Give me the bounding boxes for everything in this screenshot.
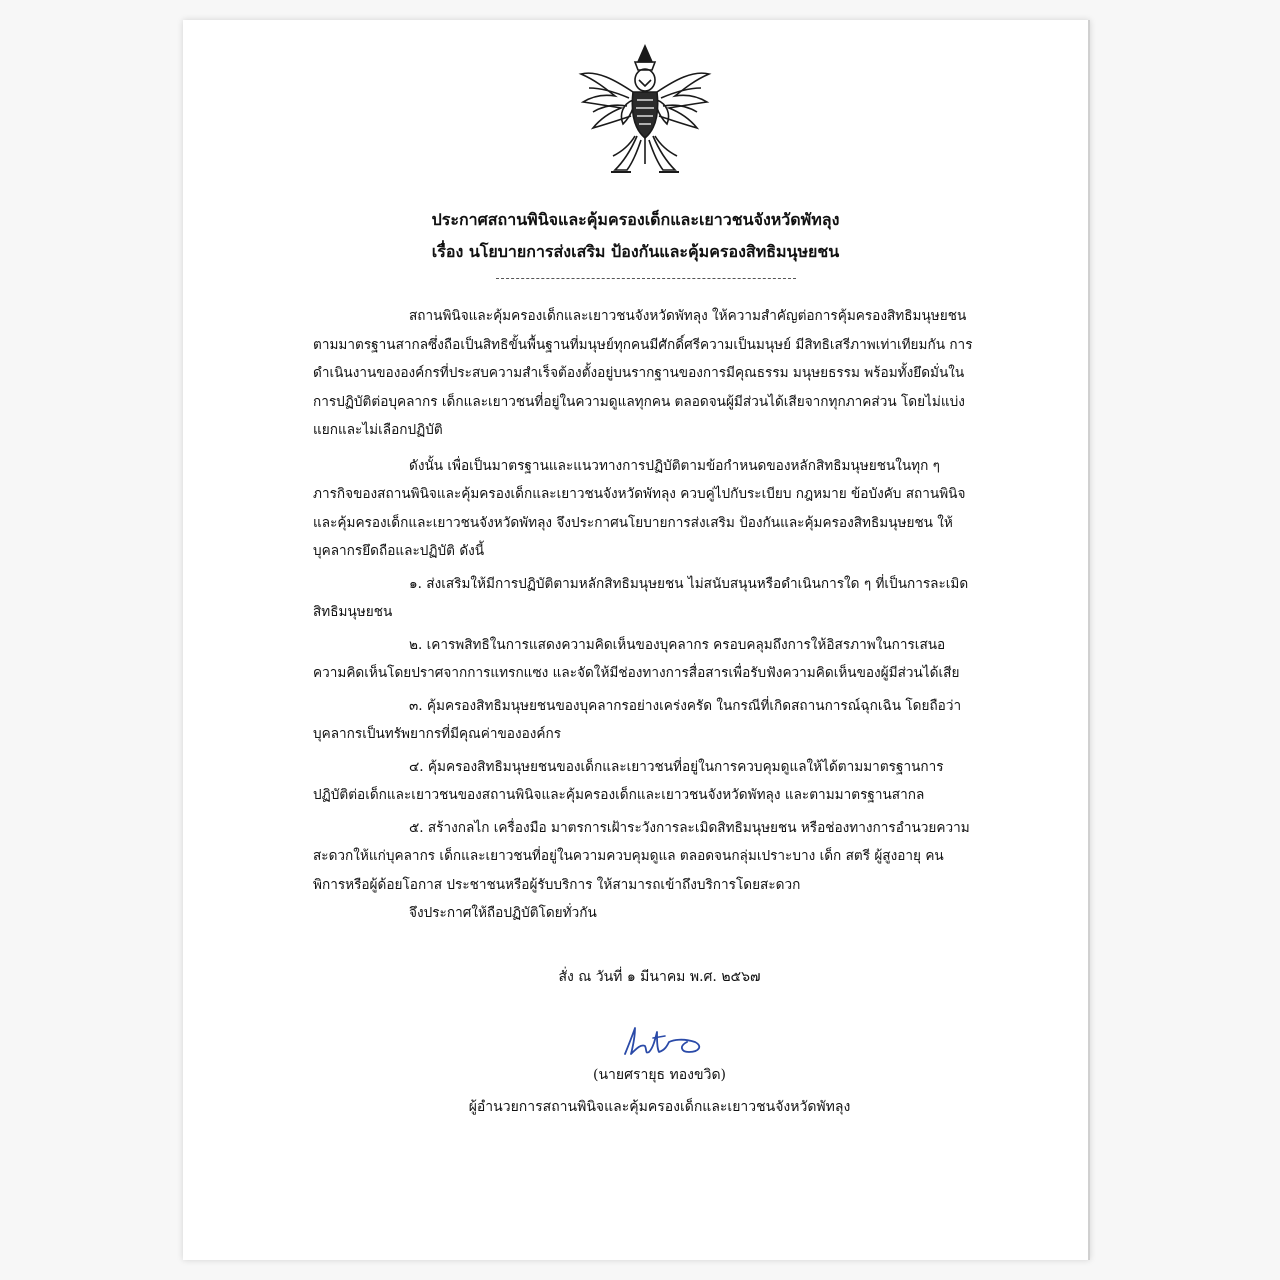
title-divider — [496, 278, 796, 279]
signer-position: ผู้อำนวยการสถานพินิจและคุ้มครองเด็กและเยาวชนจังหวัดพัทลุง — [468, 1099, 851, 1115]
document-body — [313, 302, 975, 928]
policy-item-4: ๔. คุ้มครองสิทธิมนุษยชนของเด็กและเยาวชนที่อยู่ในการควบคุมดูแลให้ได้ตามมาตรฐานการปฏิบัติต่อเด็กและเยาวชนของสถานพินิจและคุ้มครองเด็กและเยาวชนจังหวัดพัทลุง และตามมาตรฐานสากล — [313, 758, 944, 803]
policy-item-3: ๓. คุ้มครองสิทธิมนุษยชนของบุคลากรอย่างเคร่งครัด ในกรณีที่เกิดสถานการณ์ฉุกเฉิน โดยถือว่าบุคลากรเป็นทรัพยากรที่มีคุณค่าขององค์กร — [313, 697, 962, 742]
signer-name: (นายศรายุธ ทองขวิด) — [592, 1067, 727, 1083]
policy-item-2: ๒. เคารพสิทธิในการแสดงความคิดเห็นของบุคลากร ครอบคลุมถึงการให้อิสรภาพในการเสนอความคิดเห็นโดยปราศจากการแทรกแซง และจัดให้มีช่องทางการสื่อสารเพื่อรับฟังความคิดเห็นของผู้มีส่วนได้เสีย — [313, 636, 960, 681]
announcement-subject: เรื่อง นโยบายการส่งเสริม ป้องกันและคุ้มครองสิทธิมนุษยชน — [431, 242, 840, 261]
closing-statement: จึงประกาศให้ถือปฏิบัติโดยทั่วกัน — [409, 905, 597, 921]
document-page — [183, 20, 1090, 1260]
garuda-emblem-icon — [575, 40, 715, 180]
policy-item-1: ๑. ส่งเสริมให้มีการปฏิบัติตามหลักสิทธิมนุษยชน ไม่สนับสนุนหรือดำเนินการใด ๆ ที่เป็นการละเมิดสิทธิมนุษยชน — [313, 575, 969, 620]
policy-paragraph: ดังนั้น เพื่อเป็นมาตรฐานและแนวทางการปฏิบัติตามข้อกำหนดของหลักสิทธิมนุษยชนในทุก ๆ ภารกิจของสถานพินิจและคุ้มครองเด็กและเยาวชนจังหวัดพัทลุง ควบคู่ไปกับระเบียบ กฎหมาย ข้อบังคับ สถานพินิจและคุ้มครองเด็กและเยาวชนจังหวัดพัทลุง จึงประกาศนโยบายการส่งเสริม ป้องกันและคุ้มครองสิทธิมนุษยชน ให้บุคลากรยึดถือและปฏิบัติ ดังนี้ — [313, 457, 966, 559]
policy-item-5: ๕. สร้างกลไก เครื่องมือ มาตรการเฝ้าระวังการละเมิดสิทธิมนุษยชน หรือช่องทางการอำนวยความสะดวกให้แก่บุคลากร เด็กและเยาวชนที่อยู่ในความควบคุมดูแล ตลอดจนกลุ่มเปราะบาง เด็ก สตรี ผู้สูงอายุ คนพิการหรือผู้ด้อยโอกาส ประชาชนหรือผู้รับบริการ ให้สามารถเข้าถึงบริการโดยสะดวก — [313, 819, 970, 893]
intro-paragraph: สถานพินิจและคุ้มครองเด็กและเยาวชนจังหวัดพัทลุง ให้ความสำคัญต่อการคุ้มครองสิทธิมนุษยชนตามมาตรฐานสากลซึ่งถือเป็นสิทธิขั้นพื้นฐานที่มนุษย์ทุกคนมีศักดิ์ศรีความเป็นมนุษย์ มีสิทธิเสรีภาพเท่าเทียมกัน การดำเนินงานขององค์กรที่ประสบความสำเร็จต้องตั้งอยู่บนรากฐานของการมีคุณธรรม มนุษยธรรม พร้อมทั้งยึดมั่นในการปฏิบัติต่อบุคลากร เด็กและเยาวชนที่อยู่ในความดูแลทุกคน ตลอดจนผู้มีส่วนได้เสียจากทุกภาคส่วน โดยไม่แบ่งแยกและไม่เลือกปฏิบัติ — [313, 308, 973, 438]
announcement-title: ประกาศสถานพินิจและคุ้มครองเด็กและเยาวชนจังหวัดพัทลุง — [431, 210, 840, 229]
issue-date: สั่ง ณ วันที่ ๑ มีนาคม พ.ศ. ๒๕๖๗ — [558, 969, 761, 985]
handwritten-signature — [595, 1020, 735, 1064]
